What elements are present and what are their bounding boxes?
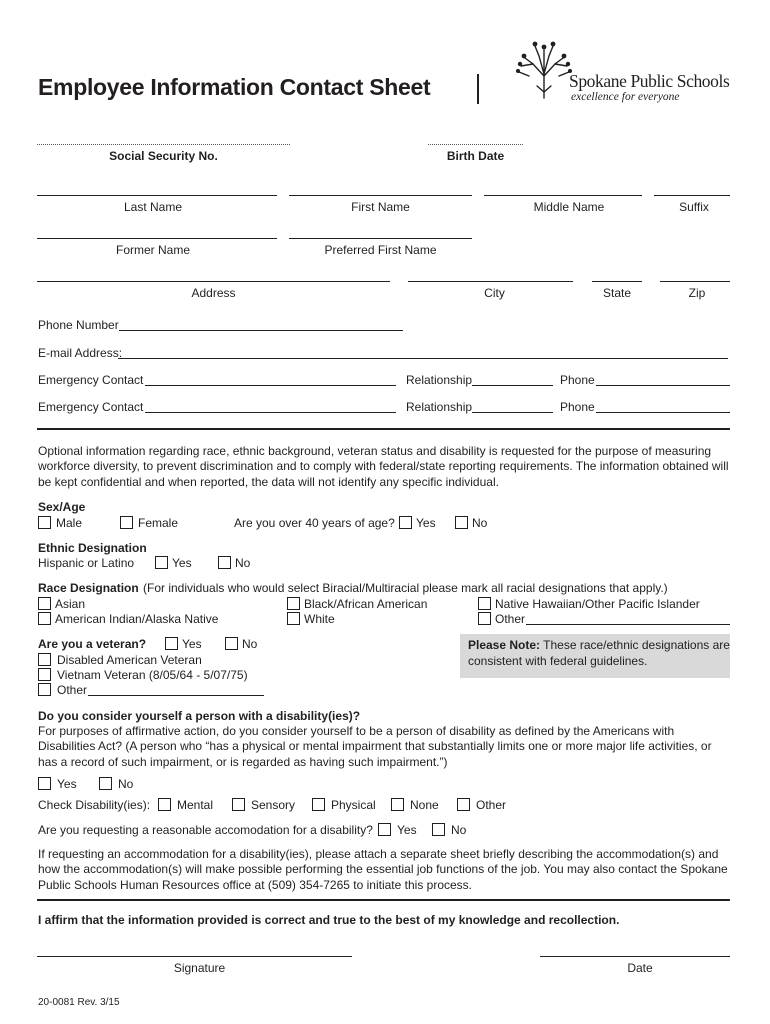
male-label: Male — [56, 516, 83, 530]
first-name-line[interactable] — [289, 195, 472, 196]
form-code: 20-0081 Rev. 3/15 — [38, 997, 120, 1008]
ethnic-heading: Ethnic Designation — [38, 541, 147, 555]
accommodation-question: Are you requesting a reasonable accomodation for a disability? — [38, 823, 373, 837]
female-label: Female — [138, 516, 179, 530]
sex-age-heading: Sex/Age — [38, 500, 86, 514]
title-divider — [477, 74, 479, 104]
phone-1-label: Phone — [560, 373, 595, 387]
disability-no-checkbox[interactable] — [99, 777, 112, 790]
former-name-line[interactable] — [37, 238, 277, 239]
zip-label: Zip — [688, 286, 706, 300]
disabled-veteran-label: Disabled American Veteran — [57, 653, 202, 667]
state-line[interactable] — [592, 281, 642, 282]
suffix-line[interactable] — [654, 195, 730, 196]
state-label: State — [602, 286, 632, 300]
male-checkbox[interactable] — [38, 516, 51, 529]
veteran-yes-checkbox[interactable] — [165, 637, 178, 650]
disability-question: Do you consider yourself a person with a disability(ies)? — [38, 709, 361, 723]
last-name-line[interactable] — [37, 195, 277, 196]
section-divider-bottom — [37, 899, 730, 901]
phone-2-line[interactable] — [596, 412, 730, 413]
veteran-other-label: Other — [57, 683, 88, 697]
hispanic-yes-label: Yes — [172, 556, 192, 570]
signature-label: Signature — [173, 961, 226, 975]
org-tagline: excellence for everyone — [571, 91, 680, 103]
birth-date-line[interactable] — [428, 144, 523, 145]
address-label: Address — [191, 286, 236, 300]
phone-number-label: Phone Number — [38, 318, 119, 332]
relationship-1-line[interactable] — [472, 385, 553, 386]
veteran-other-checkbox[interactable] — [38, 683, 51, 696]
signature-line[interactable] — [37, 956, 352, 957]
last-name-label: Last Name — [123, 200, 183, 214]
disability-yes-label: Yes — [57, 777, 77, 791]
american-indian-checkbox[interactable] — [38, 612, 51, 625]
disability-no-label: No — [118, 777, 134, 791]
hispanic-no-checkbox[interactable] — [218, 556, 231, 569]
veteran-yes-label: Yes — [182, 637, 202, 651]
phone-2-label: Phone — [560, 400, 595, 414]
address-line[interactable] — [37, 281, 390, 282]
race-note: (For individuals who would select Biracial/Multiracial please mark all racial designations that apply.) — [143, 581, 668, 595]
relationship-2-label: Relationship — [406, 400, 473, 414]
zip-line[interactable] — [660, 281, 730, 282]
middle-name-line[interactable] — [484, 195, 642, 196]
phone-number-line[interactable] — [119, 330, 403, 331]
tree-logo-icon — [515, 36, 573, 100]
email-label: E-mail Address: — [38, 346, 123, 360]
affirmation-text: I affirm that the information provided is correct and true to the best of my knowledge and recollection. — [38, 913, 620, 927]
over-40-no-checkbox[interactable] — [455, 516, 468, 529]
hawaiian-label: Native Hawaiian/Other Pacific Islander — [495, 597, 700, 611]
emergency-contact-2-line[interactable] — [145, 412, 396, 413]
asian-label: Asian — [55, 597, 86, 611]
please-note-text: These race/ethnic designations are consistent with federal guidelines. — [468, 638, 730, 668]
disability-yes-checkbox[interactable] — [38, 777, 51, 790]
date-line[interactable] — [540, 956, 730, 957]
org-name: Spokane Public Schools — [569, 71, 730, 91]
sensory-label: Sensory — [251, 798, 296, 812]
white-label: White — [304, 612, 335, 626]
black-label: Black/African American — [304, 597, 428, 611]
black-checkbox[interactable] — [287, 597, 300, 610]
american-indian-label: American Indian/Alaska Native — [55, 612, 219, 626]
ssn-line[interactable] — [37, 144, 290, 145]
phone-1-line[interactable] — [596, 385, 730, 386]
sensory-checkbox[interactable] — [232, 798, 245, 811]
race-other-checkbox[interactable] — [478, 612, 491, 625]
date-label: Date — [627, 961, 653, 975]
email-line[interactable] — [118, 358, 728, 359]
disability-explanation: For purposes of affirmative action, do you consider yourself to be a person of disability as defined by the Americans with Disabilities Act? (A person who “has a physical or mental impairment that substantially limits one or more major life activities, or has a record of such impairment, or is regarded as having such impairment.”) — [38, 724, 712, 769]
city-line[interactable] — [408, 281, 573, 282]
emergency-contact-2-label: Emergency Contact — [38, 400, 144, 414]
hawaiian-checkbox[interactable] — [478, 597, 491, 610]
mental-checkbox[interactable] — [158, 798, 171, 811]
veteran-no-label: No — [242, 637, 258, 651]
asian-checkbox[interactable] — [38, 597, 51, 610]
page-title: Employee Information Contact Sheet — [38, 74, 431, 100]
hispanic-no-label: No — [235, 556, 251, 570]
ssn-label: Social Security No. — [109, 149, 218, 163]
former-name-label: Former Name — [115, 243, 190, 257]
please-note-box — [460, 634, 730, 678]
hispanic-question: Hispanic or Latino — [38, 556, 135, 570]
race-other-label: Other — [495, 612, 526, 626]
over-40-yes-label: Yes — [416, 516, 436, 530]
accommodation-yes-checkbox[interactable] — [378, 823, 391, 836]
accommodation-yes-label: Yes — [397, 823, 417, 837]
middle-name-label: Middle Name — [533, 200, 605, 214]
veteran-no-checkbox[interactable] — [225, 637, 238, 650]
preferred-name-line[interactable] — [289, 238, 472, 239]
over-40-question: Are you over 40 years of age? — [234, 516, 395, 530]
race-heading: Race Designation — [38, 581, 139, 595]
physical-label: Physical — [331, 798, 376, 812]
emergency-contact-1-line[interactable] — [145, 385, 396, 386]
accommodation-no-checkbox[interactable] — [432, 823, 445, 836]
emergency-contact-1-label: Emergency Contact — [38, 373, 144, 387]
white-checkbox[interactable] — [287, 612, 300, 625]
optional-info-text: Optional information regarding race, ethnic background, veteran status and disability is requested for the purpose of measuring workforce diversity, to prevent discrimination and to comply with federal/state reporting requirements. The information obtained will be kept confidential and when reported, the data will not identify any specific individual. — [38, 444, 729, 489]
disability-other-checkbox[interactable] — [457, 798, 470, 811]
birth-date-label: Birth Date — [446, 149, 505, 163]
physical-checkbox[interactable] — [312, 798, 325, 811]
disability-other-label: Other — [476, 798, 507, 812]
none-checkbox[interactable] — [391, 798, 404, 811]
relationship-2-line[interactable] — [472, 412, 553, 413]
veteran-question: Are you a veteran? — [38, 637, 147, 651]
over-40-yes-checkbox[interactable] — [399, 516, 412, 529]
accommodation-no-label: No — [451, 823, 467, 837]
vietnam-veteran-checkbox[interactable] — [38, 668, 51, 681]
mental-label: Mental — [177, 798, 214, 812]
relationship-1-label: Relationship — [406, 373, 473, 387]
please-note-label: Please Note: — [468, 638, 541, 652]
preferred-name-label: Preferred First Name — [324, 243, 437, 257]
check-disability-label: Check Disability(ies): — [38, 798, 151, 812]
suffix-label: Suffix — [679, 200, 709, 214]
veteran-other-line[interactable] — [88, 695, 264, 696]
city-label: City — [484, 286, 505, 300]
vietnam-veteran-label: Vietnam Veteran (8/05/64 - 5/07/75) — [57, 668, 248, 682]
hispanic-yes-checkbox[interactable] — [155, 556, 168, 569]
accommodation-text: If requesting an accommodation for a disability(ies), please attach a separate sheet briefly describing the accommodation(s) and how the accommodation(s) will make possible performing the essential job functions of the job. You may also contact the Spokane Public Schools Human Resources office at (509) 354-7265 to initiate this process. — [38, 847, 728, 892]
female-checkbox[interactable] — [120, 516, 133, 529]
first-name-label: First Name — [351, 200, 410, 214]
section-divider-top — [37, 428, 730, 430]
over-40-no-label: No — [472, 516, 488, 530]
race-other-line[interactable] — [526, 624, 730, 625]
disabled-veteran-checkbox[interactable] — [38, 653, 51, 666]
none-label: None — [410, 798, 439, 812]
